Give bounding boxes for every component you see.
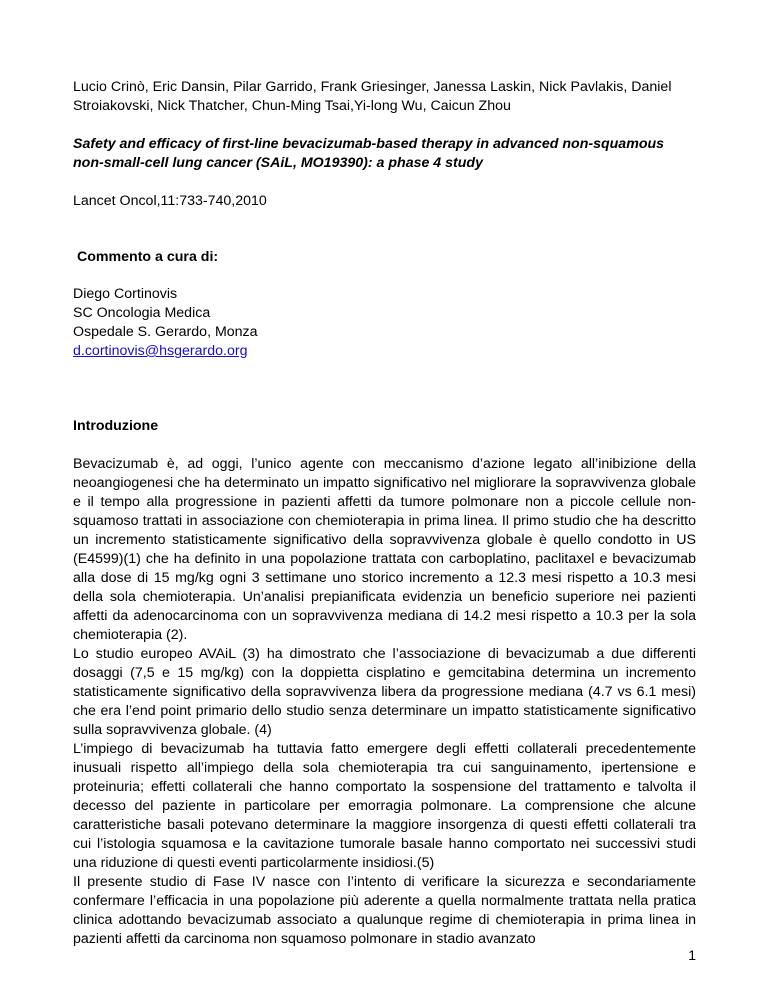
article-title: Safety and efficacy of first-line bevacizumab-based therapy in advanced non-squamous non-small-cell lung cancer (SAiL, MO19390): a phase 4 study: [73, 136, 665, 171]
comment-heading: Commento a cura di:: [77, 249, 219, 265]
body-paragraph: Lo studio europeo AVAiL (3) ha dimostrato che l’associazione di bevacizumab a due differenti dosaggi (7,5 e 15 mg/kg) con la doppietta cisplatino e gemcitabina determina un incremento statisticamente significativo della sopravvivenza libera da progressione mediana (4.7 vs 6.1 mesi) che era l’end point primario dello studio senza determinare un impatto statisticamente significativo sulla sopravvivenza globale. (4): [73, 646, 696, 738]
introduction-body: [73, 455, 696, 949]
body-paragraph: L’impiego di bevacizumab ha tuttavia fatto emergere degli effetti collaterali precedentemente inusuali rispetto all’impiego della sola chemioterapia tra cui sanguinamento, ipertensione e proteinuria; effetti collaterali che hanno comportato la sospensione del trattamento e talvolta il decesso del paziente in particolare per emorragia polmonare. La comprensione che alcune caratteristiche basali potevano determinare la maggiore insorgenza di questi effetti collaterali tra cui l’istologia squamosa e la cavitazione tumorale basale hanno comportato nei successivi studi una riduzione di questi eventi particolarmente insidiosi.(5): [73, 741, 696, 871]
document-content: [73, 78, 696, 949]
section-heading-introduzione: Introduzione: [73, 418, 159, 434]
authors-list: Lucio Crinò, Eric Dansin, Pilar Garrido, Frank Griesinger, Janessa Laskin, Nick Pavlakis, Daniel Stroiakovski, Nick Thatcher, Chun-Ming Tsai,Yi-long Wu, Caicun Zhou: [73, 79, 672, 114]
commentator-hospital: Ospedale S. Gerardo, Monza: [73, 324, 258, 340]
commentator-department: SC Oncologia Medica: [73, 305, 211, 321]
commentator-contact: [73, 285, 696, 361]
body-paragraph: Il presente studio di Fase IV nasce con l’intento di verificare la sicurezza e secondariamente confermare l’efficacia in una popolazione più aderente a quella normalmente trattata nella pratica clinica adottando bevacizumab associato a qualunque regime di chemioterapia in prima linea in pazienti affetti da carcinoma non squamoso polmonare in stadio avanzato: [73, 874, 696, 947]
journal-citation: Lancet Oncol,11:733-740,2010: [73, 193, 267, 209]
body-paragraph: Bevacizumab è, ad oggi, l’unico agente con meccanismo d’azione legato all’inibizione della neoangiogenesi che ha determinato un impatto significativo nel migliorare la sopravvivenza globale e il tempo alla progressione in pazienti affetti da tumore polmonare non a piccole cellule non-squamoso trattati in associazione con chemioterapia in prima linea. Il primo studio che ha descritto un incremento statisticamente significativo della sopravvivenza globale è quello condotto in US (E4599)(1) che ha definito in una popolazione trattata con carboplatino, paclitaxel e bevacizumab alla dose di 15 mg/kg ogni 3 settimane uno storico incremento a 12.3 mesi rispetto a 10.3 mesi della sola chemioterapia. Un’analisi prepianificata evidenzia un beneficio superiore nei pazienti affetti da adenocarcinoma con un sopravvivenza mediana di 14.2 mesi rispetto a 10.3 per la sola chemioterapia (2).: [73, 456, 696, 643]
email-link[interactable]: d.cortinovis@hsgerardo.org: [73, 343, 248, 359]
commentator-name: Diego Cortinovis: [73, 286, 178, 302]
page-number: 1: [688, 947, 696, 963]
